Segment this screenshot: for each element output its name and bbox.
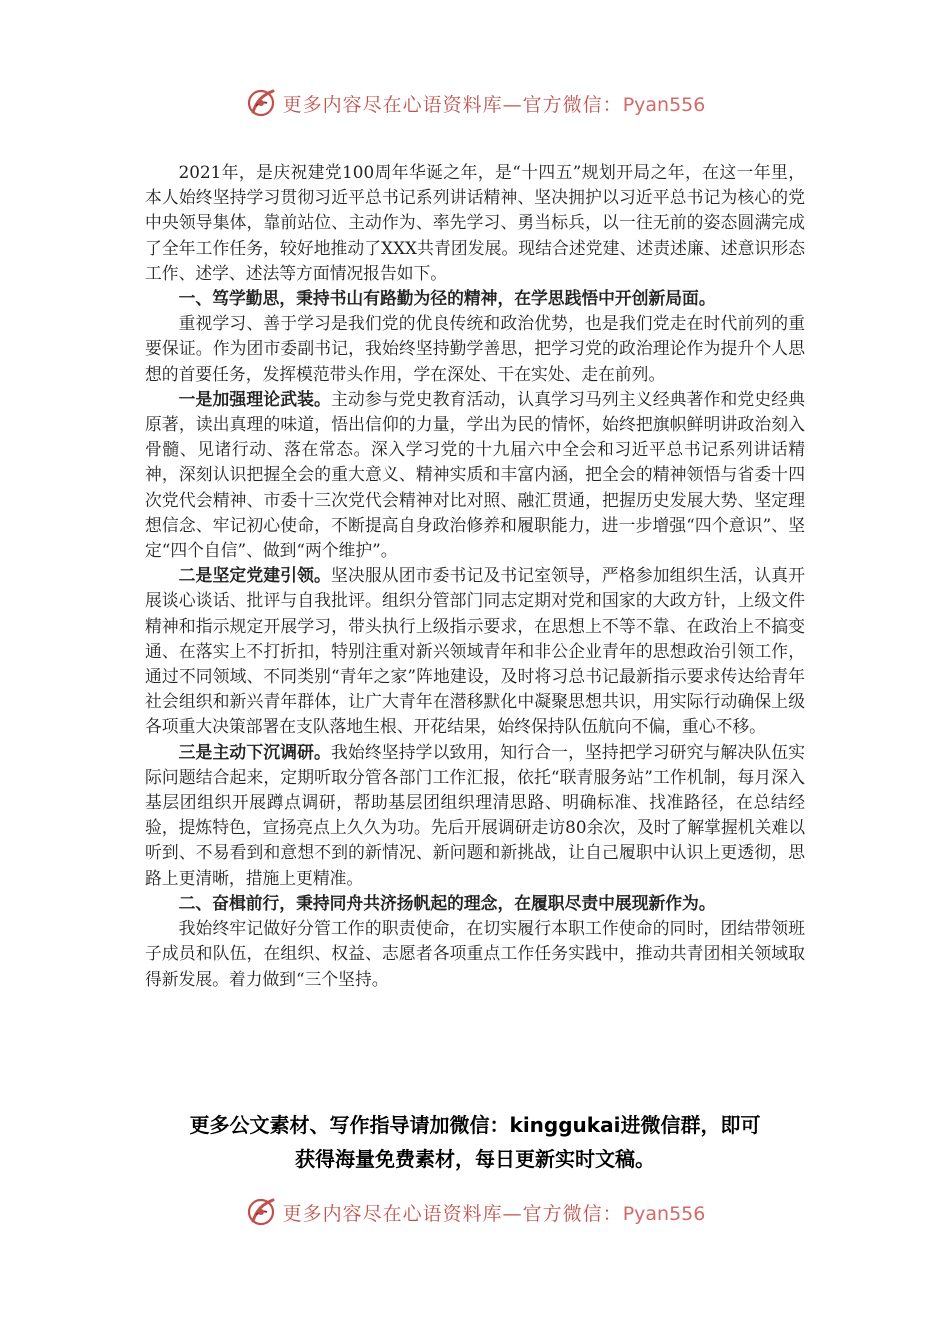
point-3-paragraph <box>145 740 805 891</box>
section-1-intro: 重视学习、善于学习是我们党的优良传统和政治优势，也是我们党走在时代前列的重要保证。作为团市委副书记，我始终坚持勤学善思，把学习党的政治理论作为提升个人思想的首要任务，发挥模范带头作用，学在深处、干在实处、走在前列。 <box>145 313 805 384</box>
point-1-paragraph <box>145 387 805 563</box>
point-2-text: 坚决服从团市委书记及书记室领导，严格参加组织生活，认真开展谈心谈话、批评与自我批评。组织分管部门同志定期对党和国家的大政方针，上级文件精神和指示规定开展学习，带头执行上级指示要求，在思想上不等不靠、在政治上不搞变通、在落实上不打折扣，特别注重对新兴领域青年和非公企业青年的思想政治引领工作，通过不同领域、不同类别“青年之家”阵地建设，及时将习总书记最新指示要求传达给青年社会组织和新兴青年群体，让广大青年在潜移默化中凝聚思想共识，用实际行动确保上级各项重大决策部署在支队落地生根、开花结果，始终保持队伍航向不偏，重心不移。 <box>145 565 805 737</box>
footer-watermark-banner <box>0 1190 950 1234</box>
banner-text <box>283 1199 706 1226</box>
promo-line-2: 获得海量免费素材，每日更新实时文稿。 <box>295 1147 655 1171</box>
intro-paragraph: 2021年，是庆祝建党100周年华诞之年，是“十四五”规划开局之年，在这一年里，本人始终坚持学习贯彻习近平总书记系列讲话精神、坚决拥护以习近平总书记为核心的党中央领导集体，靠前站位、主动作为、率先学习、勇当标兵，以一往无前的姿态圆满完成了全年工作任务，较好地推动了XXX共青团发展。现结合述党建、述责述廉、述意识形态工作、述学、述法等方面情况报告如下。 <box>145 162 805 283</box>
section-2-heading: 二、奋楫前行，秉持同舟共济扬帆起的理念，在履职尽责中展现新作为。 <box>178 892 716 913</box>
banner-title: 更多内容尽在心语资料库 <box>282 93 503 116</box>
banner-wechat-label: 官方微信： <box>522 93 623 116</box>
banner-text <box>283 90 706 117</box>
point-2-lead: 二是坚定党建引领。 <box>178 565 331 586</box>
promo-line-1: 更多公文素材、写作指导请加微信：kinggukai进微信群，即可 <box>189 1113 761 1137</box>
banner-wechat-label: 官方微信： <box>522 1202 623 1225</box>
banner-wechat-id: Pyan556 <box>622 93 706 116</box>
banner-wechat-id: Pyan556 <box>622 1202 706 1225</box>
document-body <box>145 160 805 992</box>
banner-title: 更多内容尽在心语资料库 <box>282 1202 503 1225</box>
brand-logo-icon <box>245 1195 279 1229</box>
section-1-heading: 一、笃学勤思，秉持书山有路勤为径的精神，在学思践悟中开创新局面。 <box>178 288 716 309</box>
banner-separator: — <box>502 93 523 116</box>
promo-notice <box>130 1108 820 1176</box>
point-1-text: 主动参与党史教育活动，认真学习马列主义经典著作和党史经典原著，读出真理的味道，悟出信仰的力量，学出为民的情怀，始终把旗帜鲜明讲政治刻入骨髓、见诸行动、落在常态。深入学习党的十九届六中全会和习近平总书记系列讲话精神，深刻认识把握全会的重大意义、精神实质和丰富内涵，把全会的精神领悟与省委十四次党代会精神、市委十三次党代会精神对比对照、融汇贯通，把握历史发展大势、坚定理想信念、牢记初心使命，不断提高自身政治修养和履职能力，进一步增强“四个意识”、坚定“四个自信”、做到“两个维护”。 <box>145 388 805 561</box>
point-2-paragraph <box>145 563 805 739</box>
banner-separator: — <box>502 1202 523 1225</box>
point-3-text: 我始终坚持学以致用，知行合一，坚持把学习研究与解决队伍实际问题结合起来，定期听取分管各部门工作汇报，依托“联青服务站”工作机制，每月深入基层团组织开展蹲点调研，帮助基层团组织理清思路、明确标准、找准路径，在总结经验，提炼特色，宣扬亮点上久久为功。先后开展调研走访80余次，及时了解掌握机关难以听到、不易看到和意想不到的新情况、新问题和新挑战，让自己履职中认识上更透彻，思路上更清晰，措施上更精准。 <box>145 741 805 888</box>
section-2-paragraph: 我始终牢记做好分管工作的职责使命，在切实履行本职工作使命的同时，团结带领班子成员和队伍，在组织、权益、志愿者各项重点工作任务实践中，推动共青团相关领域取得新发展。着力做到“三个坚持。 <box>145 918 805 989</box>
brand-logo-icon <box>245 86 279 120</box>
point-1-lead: 一是加强理论武装。 <box>178 388 331 409</box>
point-3-lead: 三是主动下沉调研。 <box>178 741 331 762</box>
header-watermark-banner <box>0 81 950 125</box>
